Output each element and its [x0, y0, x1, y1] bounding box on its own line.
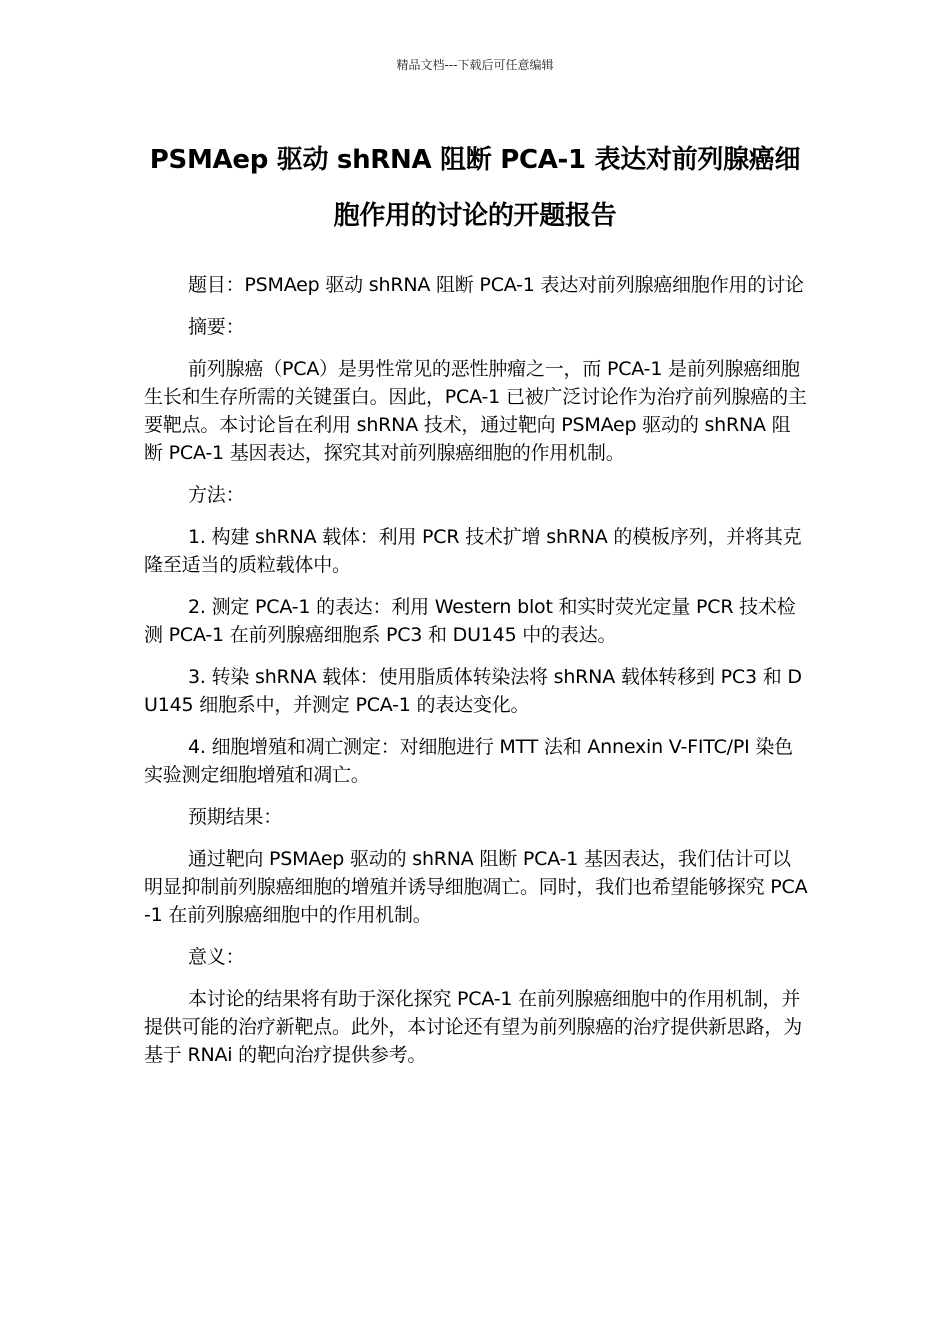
- paragraph-method-1: 1. 构建 shRNA 载体：利用 PCR 技术扩增 shRNA 的模板序列，并将其克隆至适当的质粒载体中。: [144, 526, 802, 576]
- heading-expected-results: 预期结果：: [188, 806, 283, 828]
- paragraph-method-2: 2. 测定 PCA-1 的表达：利用 Western blot 和实时荧光定量 PCR 技术检测 PCA-1 在前列腺癌细胞系 PC3 和 DU145 中的表达。: [144, 596, 796, 646]
- paragraph-expected-results: 通过靶向 PSMAep 驱动的 shRNA 阻断 PCA-1 基因表达，我们估计可以明显抑制前列腺癌细胞的增殖并诱导细胞凋亡。同时，我们也希望能够探究 PCA-1 在前列腺癌细胞中的作用机制。: [144, 848, 808, 926]
- paragraph-method-4: 4. 细胞增殖和凋亡测定：对细胞进行 MTT 法和 Annexin V-FITC/PI 染色实验测定细胞增殖和凋亡。: [144, 736, 793, 786]
- paragraph-topic: 题目：PSMAep 驱动 shRNA 阻断 PCA-1 表达对前列腺癌细胞作用的讨论: [188, 274, 804, 296]
- paragraph-abstract: 前列腺癌（PCA）是男性常见的恶性肿瘤之一，而 PCA-1 是前列腺癌细胞生长和生存所需的关键蛋白。因此，PCA-1 已被广泛讨论作为治疗前列腺癌的主要靶点。本讨论旨在利用 shRNA 技术，通过靶向 PSMAep 驱动的 shRNA 阻断 PCA-1 基因表达，探究其对前列腺癌细胞的作用机制。: [144, 358, 807, 464]
- paragraph-significance: 本讨论的结果将有助于深化探究 PCA-1 在前列腺癌细胞中的作用机制，并提供可能的治疗新靶点。此外，本讨论还有望为前列腺癌的治疗提供新思路，为基于 RNAi 的靶向治疗提供参考。: [144, 988, 803, 1066]
- document-title: PSMAep 驱动 shRNA 阻断 PCA-1 表达对前列腺癌细胞作用的讨论的开题报告: [149, 145, 801, 231]
- header-note: 精品文档---下载后可任意编辑: [396, 58, 554, 72]
- paragraph-method-3: 3. 转染 shRNA 载体：使用脂质体转染法将 shRNA 载体转移到 PC3 和 DU145 细胞系中，并测定 PCA-1 的表达变化。: [144, 666, 802, 716]
- document-body: [144, 271, 808, 1083]
- heading-significance: 意义：: [188, 946, 245, 968]
- heading-methods: 方法：: [188, 484, 245, 506]
- heading-abstract: 摘要：: [188, 316, 245, 338]
